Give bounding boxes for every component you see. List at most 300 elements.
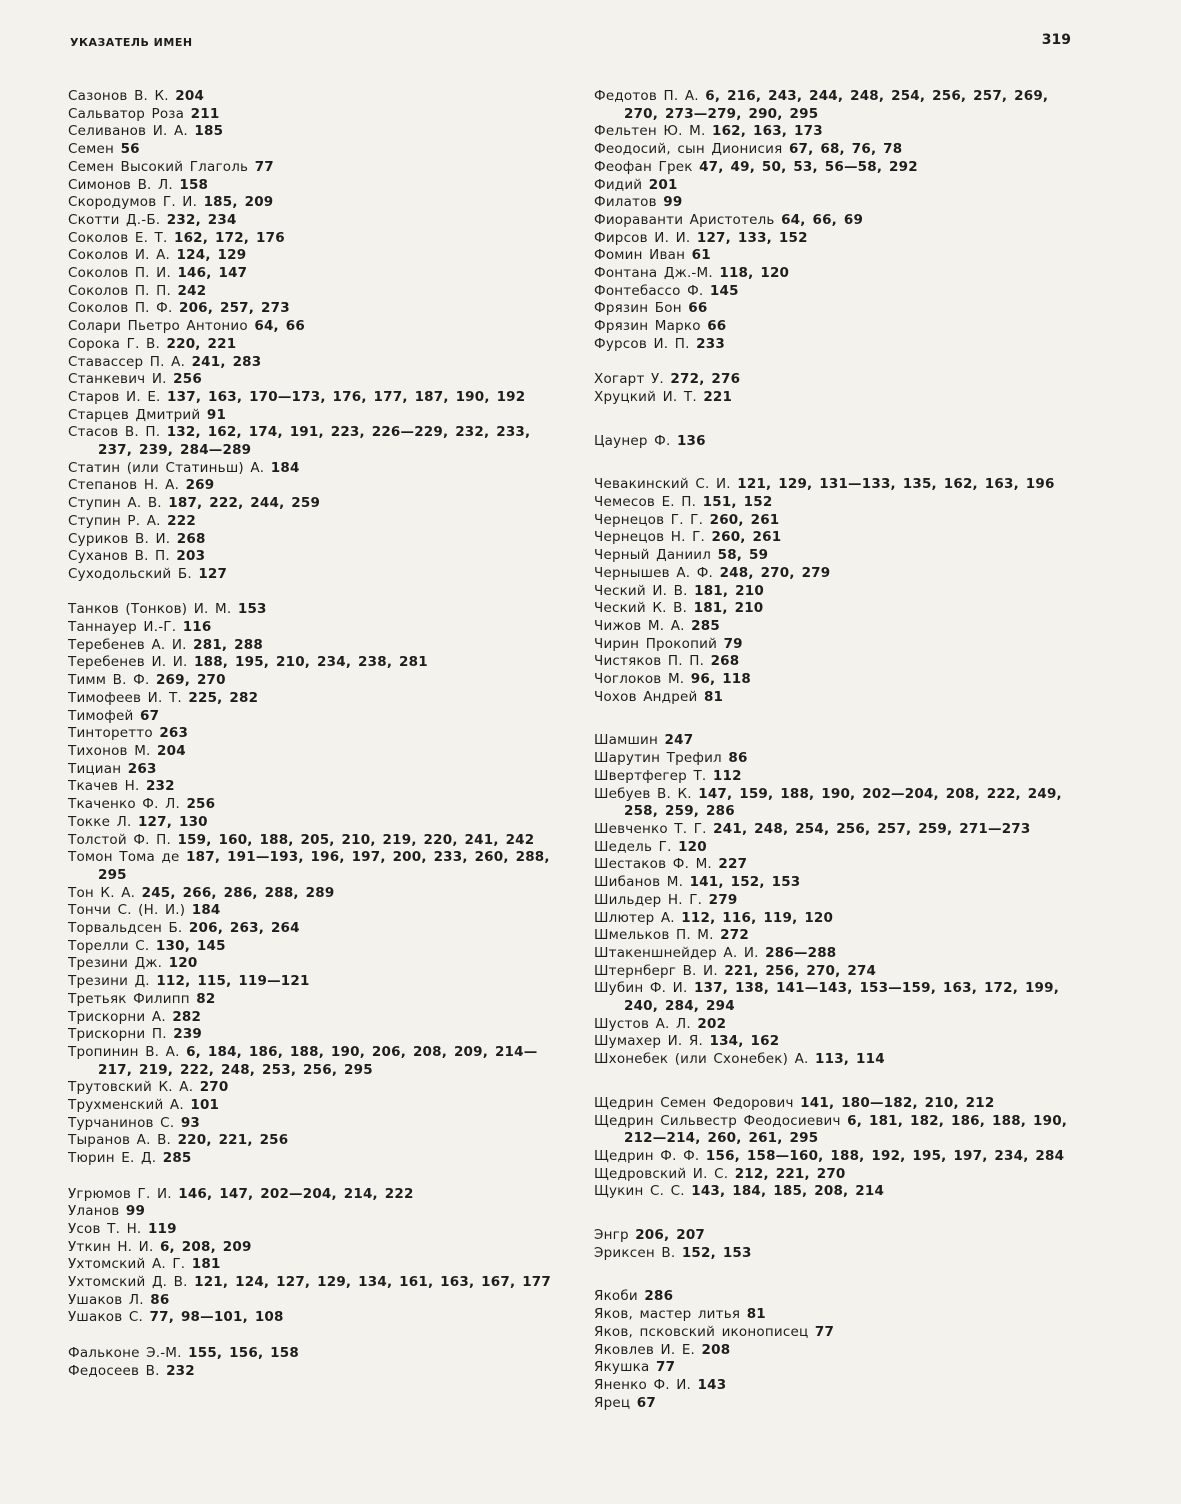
index-entry [594, 433, 1084, 451]
entry-pages: 152, 153 [681, 1244, 752, 1261]
index-entry [594, 874, 1084, 892]
entry-name: Феодосий, сын Дионисия [594, 141, 783, 158]
index-entry [68, 513, 558, 531]
entry-name: Шебуев В. К. [594, 785, 692, 802]
entry-name: Усов Т. Н. [68, 1220, 142, 1237]
index-entry [68, 832, 558, 850]
index-entry [594, 1395, 1084, 1413]
index-entry [68, 247, 558, 265]
entry-pages: 118, 120 [719, 265, 790, 282]
entry-name: Трутовский К. А. [68, 1079, 194, 1096]
entry-name: Старов И. Е. [68, 388, 161, 405]
entry-name: Теребенев И. И. [68, 654, 188, 671]
index-entry [594, 247, 1084, 265]
index-entry [68, 938, 558, 956]
entry-pages: 101 [190, 1097, 220, 1114]
entry-pages: 212, 221, 270 [734, 1165, 846, 1182]
entry-name: Соколов П. Ф. [68, 300, 173, 317]
entry-name: Суходольский Б. [68, 565, 192, 582]
entry-pages: 132, 162, 174, 191, 223, 226—229, 232, 233, 237, 239, 284—289 [98, 424, 531, 459]
index-entry [594, 1033, 1084, 1051]
letter-group-gap [594, 354, 1084, 372]
entry-pages: 233 [696, 335, 725, 352]
entry-name: Черный Даниил [594, 547, 712, 564]
entry-name: Торелли С. [68, 937, 150, 954]
entry-pages: 281, 288 [193, 636, 263, 653]
entry-pages: 93 [180, 1114, 200, 1131]
index-entry [68, 389, 558, 407]
entry-name: Соколов П. И. [68, 265, 171, 282]
entry-pages: 77, 98—101, 108 [149, 1309, 284, 1326]
entry-pages: 221, 256, 270, 274 [724, 962, 877, 979]
entry-name: Щедрин Сильвестр Феодосиевич [594, 1112, 841, 1129]
entry-name: Шедель Г. [594, 838, 672, 855]
index-entry [68, 495, 558, 513]
entry-name: Швертфегер Т. [594, 767, 707, 784]
entry-name: Хруцкий И. Т. [594, 388, 697, 405]
entry-pages: 159, 160, 188, 205, 210, 219, 220, 241, 242 [177, 831, 535, 848]
entry-name: Щедрин Семен Федорович [594, 1094, 794, 1111]
entry-name: Ступин Р. А. [68, 512, 161, 529]
entry-name: Феофан Грек [594, 158, 693, 175]
letter-group-gap [594, 1262, 1084, 1288]
index-entry [68, 354, 558, 372]
entry-pages: 81 [703, 688, 724, 705]
entry-pages: 136 [676, 432, 706, 449]
entry-name: Третьяк Филипп [68, 990, 190, 1007]
entry-pages: 181, 210 [693, 600, 764, 617]
index-entry [594, 1359, 1084, 1377]
entry-pages: 6, 184, 186, 188, 190, 206, 208, 209, 214—217, 219, 222, 248, 253, 256, 295 [98, 1043, 538, 1078]
entry-name: Тимофей [68, 707, 134, 724]
entry-name: Цаунер Ф. [594, 432, 671, 449]
entry-name: Шевченко Т. Г. [594, 821, 707, 837]
index-entry [594, 1377, 1084, 1395]
index-entry [594, 1183, 1084, 1201]
index-entry [68, 920, 558, 938]
index-entry [594, 371, 1084, 389]
index-entry [594, 265, 1084, 283]
index-entry [68, 973, 558, 991]
entry-pages: 119 [147, 1220, 177, 1237]
page-header [70, 32, 1071, 56]
entry-name: Томон Тома де [68, 849, 180, 866]
entry-pages: 81 [746, 1306, 766, 1323]
letter-group-gap [594, 450, 1084, 476]
entry-name: Суриков В. И. [68, 530, 171, 547]
entry-name: Чернышев А. Ф. [594, 564, 714, 581]
entry-name: Чирин Прокопий [594, 635, 718, 652]
index-entry [68, 1345, 558, 1363]
entry-name: Шамшин [594, 732, 659, 749]
index-entry [594, 512, 1084, 530]
entry-pages: 127, 130 [137, 813, 208, 830]
index-entry [594, 389, 1084, 407]
entry-pages: 141, 180—182, 210, 212 [800, 1094, 995, 1111]
index-entry [68, 1044, 558, 1079]
entry-name: Солари Пьетро Антонио [68, 318, 248, 335]
entry-name: Чемесов Е. П. [594, 494, 697, 511]
entry-name: Тыранов А. В. [68, 1132, 172, 1149]
entry-pages: 64, 66, 69 [781, 211, 864, 228]
index-entry [594, 768, 1084, 786]
index-entry [594, 653, 1084, 671]
letter-group-gap [594, 1201, 1084, 1227]
entry-pages: 248, 270, 279 [719, 564, 831, 581]
entry-pages: 202 [697, 1015, 727, 1032]
index-entry [68, 283, 558, 301]
entry-name: Трезини Д. [68, 973, 150, 990]
entry-name: Уланов [68, 1203, 120, 1220]
index-entry [594, 1342, 1084, 1360]
index-entry [594, 786, 1084, 821]
index-entry [594, 476, 1084, 494]
index-entry [68, 743, 558, 761]
index-entry [68, 1203, 558, 1221]
entry-pages: 232, 234 [166, 211, 237, 228]
entry-pages: 256 [186, 796, 216, 813]
entry-name: Эриксен В. [594, 1244, 676, 1261]
entry-pages: 239 [173, 1026, 203, 1043]
entry-name: Яков, мастер литья [594, 1306, 741, 1323]
entry-pages: 64, 66 [254, 318, 305, 335]
entry-name: Якоби [594, 1288, 638, 1305]
entry-pages: 146, 147, 202—204, 214, 222 [178, 1185, 414, 1202]
entry-pages: 99 [663, 194, 683, 211]
index-entry [68, 123, 558, 141]
index-entry [594, 600, 1084, 618]
entry-pages: 77 [254, 158, 274, 175]
index-entry [68, 566, 558, 584]
entry-name: Сазонов В. К. [68, 88, 169, 104]
entry-name: Чернецов Н. Г. [594, 529, 706, 546]
index-column-right [594, 88, 1084, 1412]
entry-name: Чевакинский С. И. [594, 476, 731, 493]
index-entry [68, 902, 558, 920]
entry-name: Ставассер П. А. [68, 353, 186, 370]
entry-pages: 6, 208, 209 [159, 1238, 252, 1255]
entry-name: Соколов И. А. [68, 247, 171, 264]
index-entry [594, 300, 1084, 318]
entry-name: Штакеншнейдер А. И. [594, 944, 759, 961]
index-entry [68, 1221, 558, 1239]
entry-pages: 220, 221, 256 [177, 1132, 289, 1149]
index-entry [594, 856, 1084, 874]
index-entry [68, 230, 558, 248]
index-entry [68, 885, 558, 903]
entry-pages: 61 [691, 247, 711, 264]
index-entry [68, 814, 558, 832]
entry-pages: 220, 221 [166, 335, 237, 352]
entry-pages: 151, 152 [702, 494, 773, 511]
entry-name: Таннауер И.-Г. [68, 619, 177, 636]
entry-pages: 120 [678, 838, 707, 855]
entry-pages: 203 [176, 548, 206, 565]
index-entry [594, 529, 1084, 547]
entry-pages: 256 [173, 371, 202, 388]
entry-name: Штернберг В. И. [594, 962, 718, 979]
entry-pages: 156, 158—160, 188, 192, 195, 197, 234, 284 [705, 1147, 1065, 1164]
index-entry [594, 318, 1084, 336]
index-entry [594, 671, 1084, 689]
entry-pages: 272 [720, 927, 749, 944]
index-entry [594, 910, 1084, 928]
entry-pages: 112, 115, 119—121 [156, 973, 310, 990]
index-entry [594, 212, 1084, 230]
entry-pages: 241, 248, 254, 256, 257, 259, 271—273 [713, 821, 1031, 837]
entry-name: Угрюмов Г. И. [68, 1185, 172, 1202]
entry-pages: 66 [688, 300, 708, 317]
index-entry [68, 672, 558, 690]
entry-name: Токке Л. [68, 813, 132, 830]
entry-name: Шарутин Трефил [594, 750, 722, 767]
entry-name: Симонов В. Л. [68, 176, 173, 193]
index-entry [594, 821, 1084, 839]
entry-pages: 116 [182, 619, 212, 636]
index-entry [594, 1288, 1084, 1306]
entry-name: Сорока Г. В. [68, 335, 161, 352]
entry-name: Ткаченко Ф. Л. [68, 796, 180, 813]
entry-pages: 127, 133, 152 [696, 229, 808, 246]
index-entry [68, 318, 558, 336]
entry-pages: 184 [270, 459, 300, 476]
entry-name: Шлютер А. [594, 909, 675, 926]
entry-name: Хогарт У. [594, 371, 664, 388]
index-entry [594, 689, 1084, 707]
entry-pages: 162, 163, 173 [712, 123, 823, 140]
entry-name: Фиораванти Аристотель [594, 211, 775, 228]
index-entry [594, 177, 1084, 195]
entry-pages: 67 [636, 1394, 656, 1411]
entry-pages: 96, 118 [690, 671, 751, 688]
entry-pages: 221 [703, 388, 733, 405]
entry-pages: 188, 195, 210, 234, 238, 281 [194, 654, 428, 671]
entry-pages: 6, 216, 243, 244, 248, 254, 256, 257, 269, 270, 273—279, 290, 295 [624, 88, 1049, 122]
entry-name: Скотти Д.-Б. [68, 211, 161, 228]
entry-name: Щукин С. С. [594, 1183, 685, 1200]
entry-name: Ческий И. В. [594, 582, 688, 599]
entry-pages: 58, 59 [717, 547, 769, 564]
entry-pages: 181, 210 [694, 582, 764, 599]
entry-pages: 121, 124, 127, 129, 134, 161, 163, 167, 177 [194, 1274, 551, 1291]
index-entry [68, 1256, 558, 1274]
entry-name: Шхонебек (или Схонебек) А. [594, 1051, 809, 1068]
entry-name: Чернецов Г. Г. [594, 511, 704, 528]
entry-pages: 279 [708, 891, 738, 908]
entry-name: Шустов А. Л. [594, 1015, 691, 1032]
index-entry [68, 531, 558, 549]
entry-pages: 143 [697, 1376, 727, 1393]
index-entry [68, 1079, 558, 1097]
index-entry [594, 750, 1084, 768]
entry-pages: 206, 257, 273 [178, 300, 290, 317]
entry-name: Шубин Ф. И. [594, 980, 688, 997]
index-entry [594, 141, 1084, 159]
index-entry [594, 565, 1084, 583]
entry-name: Тимофеев И. Т. [68, 689, 182, 706]
entry-name: Семен Высокий Глаголь [68, 158, 249, 175]
index-entry [594, 732, 1084, 750]
index-entry [594, 230, 1084, 248]
index-entry [594, 583, 1084, 601]
entry-name: Федосеев В. [68, 1362, 160, 1379]
entry-name: Степанов Н. А. [68, 477, 180, 494]
letter-group-gap [68, 584, 558, 602]
entry-name: Щедровский И. С. [594, 1165, 729, 1182]
entry-pages: 181 [191, 1256, 221, 1273]
entry-pages: 269 [185, 477, 215, 494]
index-entry [68, 708, 558, 726]
index-entry [68, 619, 558, 637]
entry-pages: 6, 181, 182, 186, 188, 190, 212—214, 260, 261, 295 [624, 1112, 1068, 1147]
entry-name: Фурсов И. П. [594, 335, 690, 352]
entry-pages: 66 [707, 318, 727, 335]
index-entry [594, 1148, 1084, 1166]
index-entry [594, 980, 1084, 1015]
entry-pages: 124, 129 [176, 247, 247, 264]
index-entry [68, 955, 558, 973]
entry-name: Фомин Иван [594, 247, 686, 264]
entry-name: Шумахер И. Я. [594, 1033, 703, 1050]
entry-pages: 130, 145 [155, 937, 226, 954]
entry-name: Трискорни П. [68, 1026, 167, 1043]
entry-name: Энгр [594, 1227, 629, 1244]
running-head: УКАЗАТЕЛЬ ИМЕН [70, 36, 193, 49]
page-number: 319 [1041, 32, 1071, 48]
entry-name: Суханов В. П. [68, 548, 170, 565]
entry-name: Фрязин Бон [594, 300, 682, 317]
entry-name: Чохов Андрей [594, 688, 698, 705]
index-entry [594, 892, 1084, 910]
entry-pages: 67 [140, 707, 160, 724]
index-entry [594, 123, 1084, 141]
index-entry [68, 796, 558, 814]
entry-name: Ткачев Н. [68, 778, 140, 795]
entry-pages: 158 [179, 176, 209, 193]
index-entry [68, 1150, 558, 1168]
index-entry [68, 849, 558, 884]
entry-pages: 127 [198, 565, 228, 582]
entry-name: Филатов [594, 194, 657, 211]
entry-pages: 263 [127, 760, 157, 777]
entry-pages: 187, 222, 244, 259 [168, 495, 321, 512]
letter-group-gap [594, 1069, 1084, 1095]
entry-name: Якушка [594, 1359, 650, 1376]
index-entry [68, 1097, 558, 1115]
entry-pages: 155, 156, 158 [188, 1344, 299, 1361]
index-entry [68, 1186, 558, 1204]
index-entry [68, 212, 558, 230]
index-entry [68, 1115, 558, 1133]
index-entry [594, 1245, 1084, 1263]
entry-pages: 146, 147 [177, 265, 248, 282]
index-entry [68, 88, 558, 106]
entry-name: Чижов М. А. [594, 617, 685, 634]
entry-pages: 67, 68, 76, 78 [788, 141, 903, 158]
entry-pages: 211 [190, 105, 220, 122]
entry-pages: 268 [176, 530, 206, 547]
index-column-left [68, 88, 558, 1380]
entry-name: Чоглоков М. [594, 671, 685, 688]
entry-name: Фирсов И. И. [594, 229, 691, 246]
entry-name: Фонтебассо Ф. [594, 282, 704, 299]
entry-name: Станкевич И. [68, 371, 167, 388]
index-entry [68, 106, 558, 124]
entry-name: Федотов П. А. [594, 88, 699, 104]
index-entry [594, 159, 1084, 177]
index-entry [68, 778, 558, 796]
letter-group-gap [594, 706, 1084, 732]
entry-name: Ступин А. В. [68, 495, 162, 512]
entry-pages: 137, 163, 170—173, 176, 177, 187, 190, 192 [167, 388, 526, 405]
entry-pages: 77 [656, 1359, 676, 1376]
entry-name: Фонтана Дж.-М. [594, 265, 713, 282]
entry-name: Шильдер Н. Г. [594, 891, 703, 908]
entry-pages: 282 [172, 1008, 202, 1025]
entry-pages: 184 [191, 902, 221, 919]
entry-name: Ческий К. В. [594, 600, 688, 617]
entry-pages: 56 [120, 141, 140, 158]
entry-pages: 121, 129, 131—133, 135, 162, 163, 196 [737, 476, 1055, 493]
entry-pages: 285 [162, 1150, 192, 1167]
index-entry [594, 1166, 1084, 1184]
index-entry [68, 265, 558, 283]
entry-pages: 185 [194, 123, 224, 140]
entry-pages: 260, 261 [709, 511, 780, 528]
index-entry [594, 1306, 1084, 1324]
entry-pages: 227 [718, 856, 748, 873]
entry-pages: 222 [167, 512, 196, 529]
index-entry [594, 839, 1084, 857]
entry-pages: 82 [196, 990, 216, 1007]
entry-pages: 225, 282 [188, 689, 259, 706]
entry-pages: 204 [175, 88, 205, 104]
entry-pages: 206, 263, 264 [188, 920, 300, 937]
entry-name: Тинторетто [68, 725, 153, 742]
entry-pages: 86 [150, 1291, 170, 1308]
index-entry [594, 1113, 1084, 1148]
entry-name: Сальватор Роза [68, 105, 185, 122]
entry-name: Тропинин В. А. [68, 1043, 180, 1060]
entry-pages: 232 [145, 778, 175, 795]
index-entry [68, 1132, 558, 1150]
entry-name: Скородумов Г. И. [68, 194, 198, 211]
index-entry [68, 1239, 558, 1257]
entry-name: Ярец [594, 1394, 631, 1411]
entry-pages: 206, 207 [635, 1227, 706, 1244]
entry-name: Турчанинов С. [68, 1114, 175, 1131]
index-entry [68, 424, 558, 459]
entry-pages: 204 [157, 743, 186, 759]
entry-name: Тон К. А. [68, 884, 136, 901]
index-entry [68, 654, 558, 672]
entry-pages: 112, 116, 119, 120 [681, 909, 834, 926]
entry-name: Тимм В. Ф. [68, 672, 150, 689]
entry-pages: 285 [691, 617, 720, 634]
entry-name: Трезини Дж. [68, 955, 163, 972]
entry-pages: 134, 162 [709, 1033, 780, 1050]
entry-name: Соколов П. П. [68, 282, 172, 299]
index-entry [68, 159, 558, 177]
entry-pages: 99 [125, 1203, 146, 1220]
entry-name: Шибанов М. [594, 874, 684, 891]
entry-pages: 245, 266, 286, 288, 289 [141, 884, 335, 901]
entry-name: Яков, псковский иконописец [594, 1323, 809, 1340]
entry-pages: 241, 283 [191, 353, 262, 370]
entry-name: Соколов Е. Т. [68, 229, 168, 246]
entry-name: Яковлев И. Е. [594, 1341, 696, 1358]
index-entry [594, 618, 1084, 636]
